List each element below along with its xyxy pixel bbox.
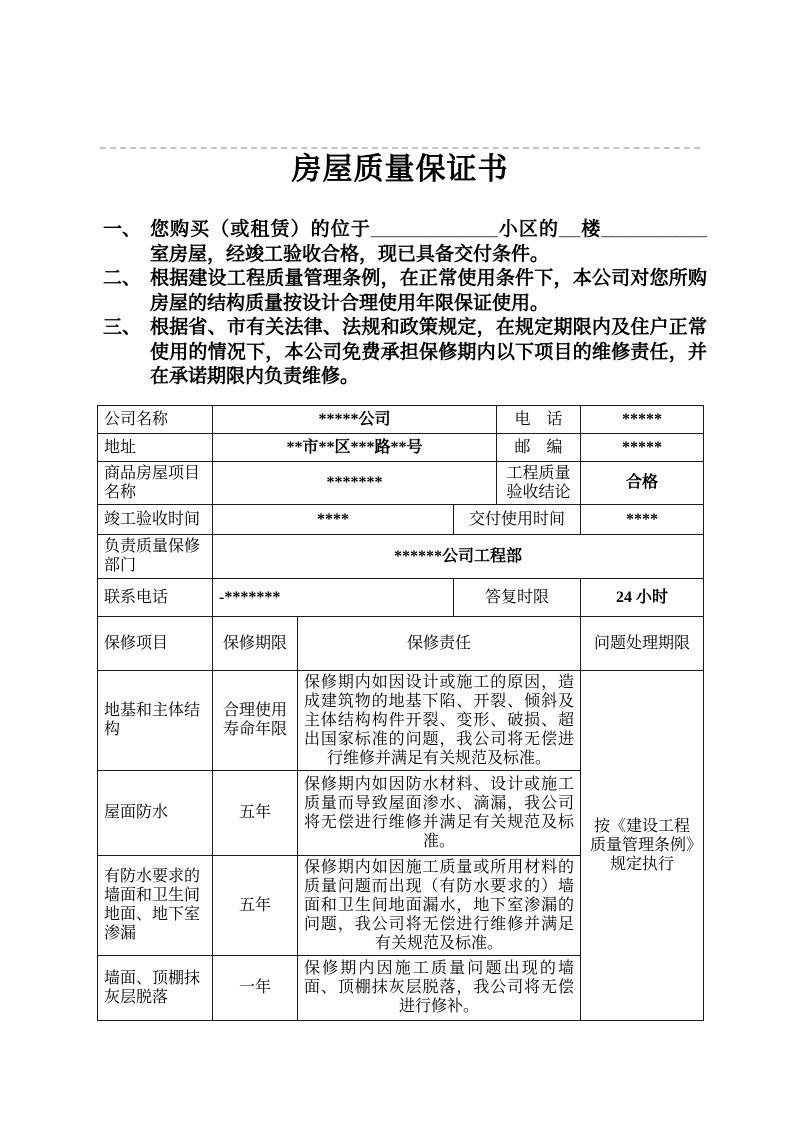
completion-time-value: **** xyxy=(213,504,454,534)
paragraph-1-number: 一、 xyxy=(103,219,142,240)
paragraph-1-text: 您购买（或租赁）的位于____________小区的__楼__________室房屋，经竣工验收合格，现已具备交付条件。 xyxy=(150,219,707,265)
warranty-item-header: 保修项目 xyxy=(98,616,213,670)
phone-label: 电 话 xyxy=(497,405,581,433)
table-row-completion xyxy=(98,504,704,534)
paragraph-3-number: 三、 xyxy=(103,317,142,338)
roof-item-cell: 屋面防水 xyxy=(98,770,213,855)
table-row-project xyxy=(98,461,704,504)
delivery-time-value: **** xyxy=(581,504,704,534)
phone-value: ***** xyxy=(581,405,704,433)
table-row-contact xyxy=(98,578,704,616)
quality-conclusion-label: 工程质量验收结论 xyxy=(497,461,581,504)
paragraph-2-text: 根据建设工程质量管理条例，在正常使用条件下，本公司对您所购房屋的结构质量按设计合理使用年限保证使用。 xyxy=(150,268,707,314)
warranty-deadline-header: 问题处理期限 xyxy=(581,616,704,670)
page-margin-dashed-divider xyxy=(100,147,700,149)
reply-limit-value: 24 小时 xyxy=(581,578,704,616)
paragraph-1 xyxy=(103,218,707,267)
plaster-responsibility-cell: 保修期内因施工质量问题出现的墙面、顶棚抹灰层脱落，我公司将无偿进行修补。 xyxy=(298,955,581,1020)
waterproof-period-cell: 五年 xyxy=(213,855,298,955)
waterproof-responsibility-cell: 保修期内如因施工质量或所用材料的质量问题而出现（有防水要求的）墙面和卫生间地面漏水，地下室渗漏的问题，我公司将无偿进行维修并满足有关规范及标准。 xyxy=(298,855,581,955)
foundation-responsibility-cell: 保修期内如因设计或施工的原因，造成建筑物的地基下陷、开裂、倾斜及主体结构构件开裂、变形、破损、超出国家标准的问题，我公司将无偿进行维修并满足有关规范及标准。 xyxy=(298,670,581,770)
paragraph-2 xyxy=(103,267,707,316)
paragraph-3-text: 根据省、市有关法律、法规和政策规定，在规定期限内及住户正常使用的情况下，本公司免费承担保修期内以下项目的维修责任，并在承诺期限内负责维修。 xyxy=(150,317,707,387)
postcode-value: ***** xyxy=(581,433,704,461)
contact-phone-value: -******* xyxy=(213,578,454,616)
roof-period-cell: 五年 xyxy=(213,770,298,855)
company-name-label: 公司名称 xyxy=(98,405,213,433)
policy-note-cell: 按《建设工程质量管理条例》规定执行 xyxy=(581,670,704,1020)
project-name-label: 商品房屋项目名称 xyxy=(98,461,213,504)
maintenance-dept-value: ******公司工程部 xyxy=(213,534,704,578)
completion-time-label: 竣工验收时间 xyxy=(98,504,213,534)
table-row-maintenance-dept xyxy=(98,534,704,578)
maintenance-dept-label: 负责质量保修部门 xyxy=(98,534,213,578)
reply-limit-label: 答复时限 xyxy=(454,578,581,616)
warranty-period-header: 保修期限 xyxy=(213,616,298,670)
company-name-value: *****公司 xyxy=(213,405,497,433)
guarantee-table xyxy=(97,405,704,1021)
address-label: 地址 xyxy=(98,433,213,461)
paragraph-3 xyxy=(103,316,707,390)
project-name-value: ******* xyxy=(213,461,497,504)
delivery-time-label: 交付使用时间 xyxy=(454,504,581,534)
warranty-responsibility-header: 保修责任 xyxy=(298,616,581,670)
postcode-label: 邮 编 xyxy=(497,433,581,461)
table-row-company xyxy=(98,405,704,433)
contact-phone-label: 联系电话 xyxy=(98,578,213,616)
roof-responsibility-cell: 保修期内如因防水材料、设计或施工质量而导致屋面渗水、滴漏，我公司将无偿进行维修并满足有关规范及标准。 xyxy=(298,770,581,855)
plaster-period-cell: 一年 xyxy=(213,955,298,1020)
table-row-foundation xyxy=(98,670,704,770)
paragraph-2-number: 二、 xyxy=(103,268,142,289)
waterproof-item-cell: 有防水要求的墙面和卫生间地面、地下室渗漏 xyxy=(98,855,213,955)
intro-paragraphs xyxy=(103,218,707,390)
plaster-item-cell: 墙面、顶棚抹灰层脱落 xyxy=(98,955,213,1020)
quality-conclusion-value: 合格 xyxy=(581,461,704,504)
document-title: 房屋质量保证书 xyxy=(291,153,509,186)
table-row-address xyxy=(98,433,704,461)
table-row-warranty-header xyxy=(98,616,704,670)
foundation-period-cell: 合理使用寿命年限 xyxy=(213,670,298,770)
foundation-item-cell: 地基和主体结构 xyxy=(98,670,213,770)
address-value: **市**区***路**号 xyxy=(213,433,497,461)
